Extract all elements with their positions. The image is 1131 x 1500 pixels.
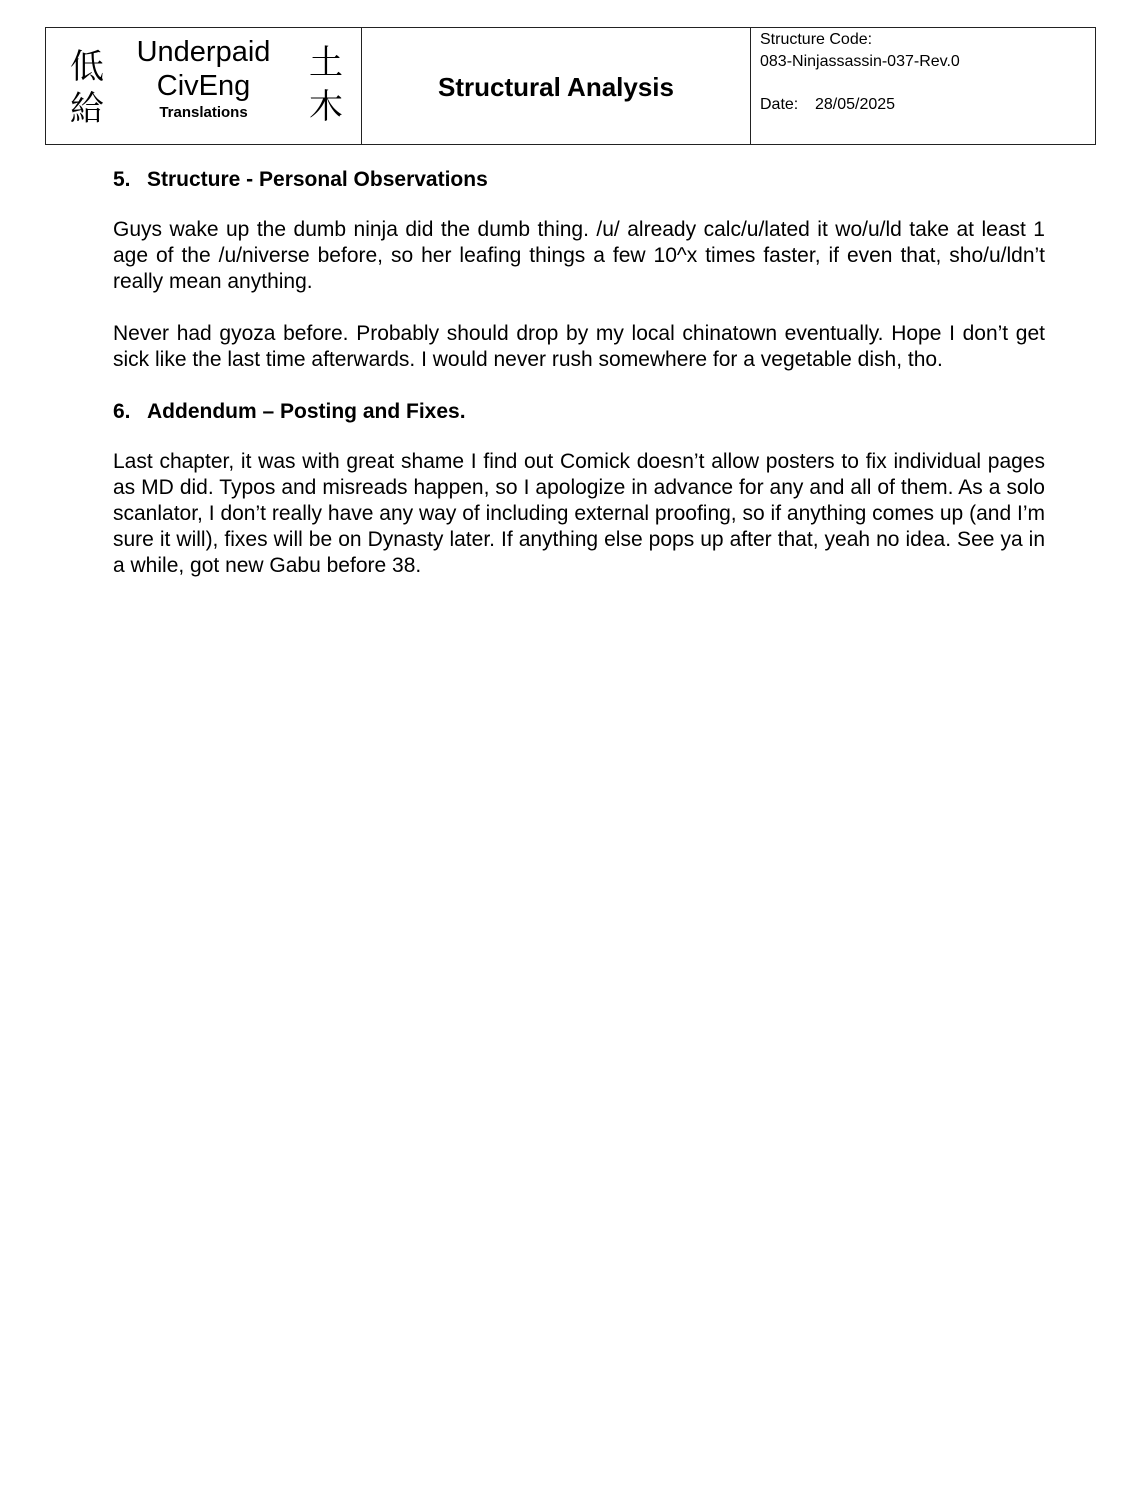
section-title: Addendum – Posting and Fixes. bbox=[147, 400, 466, 423]
document-title: Structural Analysis bbox=[437, 71, 674, 102]
logo-line-2: CivEng bbox=[156, 70, 251, 102]
structure-code: 083-Ninjassassin-037-Rev.0 bbox=[760, 53, 960, 70]
section-heading-5 bbox=[113, 165, 1045, 195]
date-label: Date: bbox=[760, 96, 799, 113]
paragraph: Last chapter, it was with great shame I find out Comick doesn’t allow posters to fix individual pages as MD did. Typos and misreads happen, so I apologize in advance for any and all of them. As a solo scanlator, I don’t really have any way of including external proofing, so if anything comes up (and I’m sure it will), fixes will be on Dynasty later. If anything else pops up after that, yeah no idea. See ya in a while, got new Gabu before 38. bbox=[113, 450, 1045, 577]
document-body bbox=[113, 165, 1045, 579]
paragraph: Never had gyoza before. Probably should drop by my local chinatown eventually. Hope I don’t get sick like the last time afterwards. I would never rush somewhere for a vegetable dish, tho. bbox=[113, 322, 1045, 371]
title-cell bbox=[362, 28, 751, 144]
section-number: 6. bbox=[113, 400, 131, 423]
date-value: 28/05/2025 bbox=[815, 96, 896, 113]
meta-cell bbox=[751, 28, 1095, 144]
paragraph: Guys wake up the dumb ninja did the dumb thing. /u/ already calc/u/lated it wo/u/ld take at least 1 age of the /u/niverse before, so her leafing things a few 10^x times faster, if even that, sho/u/ldn’t really mean anything. bbox=[113, 218, 1045, 293]
logo bbox=[46, 28, 362, 144]
logo-line-1: Underpaid bbox=[136, 36, 271, 68]
document-header bbox=[45, 27, 1096, 145]
section-heading-6 bbox=[113, 397, 1045, 427]
structure-code-label: Structure Code: bbox=[760, 31, 873, 48]
logo-kanji-right-top: 土 bbox=[309, 43, 343, 83]
logo-kanji-right-bottom: 木 bbox=[309, 87, 343, 127]
logo-kanji-left-top: 低 bbox=[70, 47, 104, 87]
section-number: 5. bbox=[113, 168, 131, 191]
logo-kanji-left-bottom: 給 bbox=[70, 89, 104, 129]
logo-line-3: Translations bbox=[159, 104, 248, 121]
section-title: Structure - Personal Observations bbox=[147, 168, 488, 191]
